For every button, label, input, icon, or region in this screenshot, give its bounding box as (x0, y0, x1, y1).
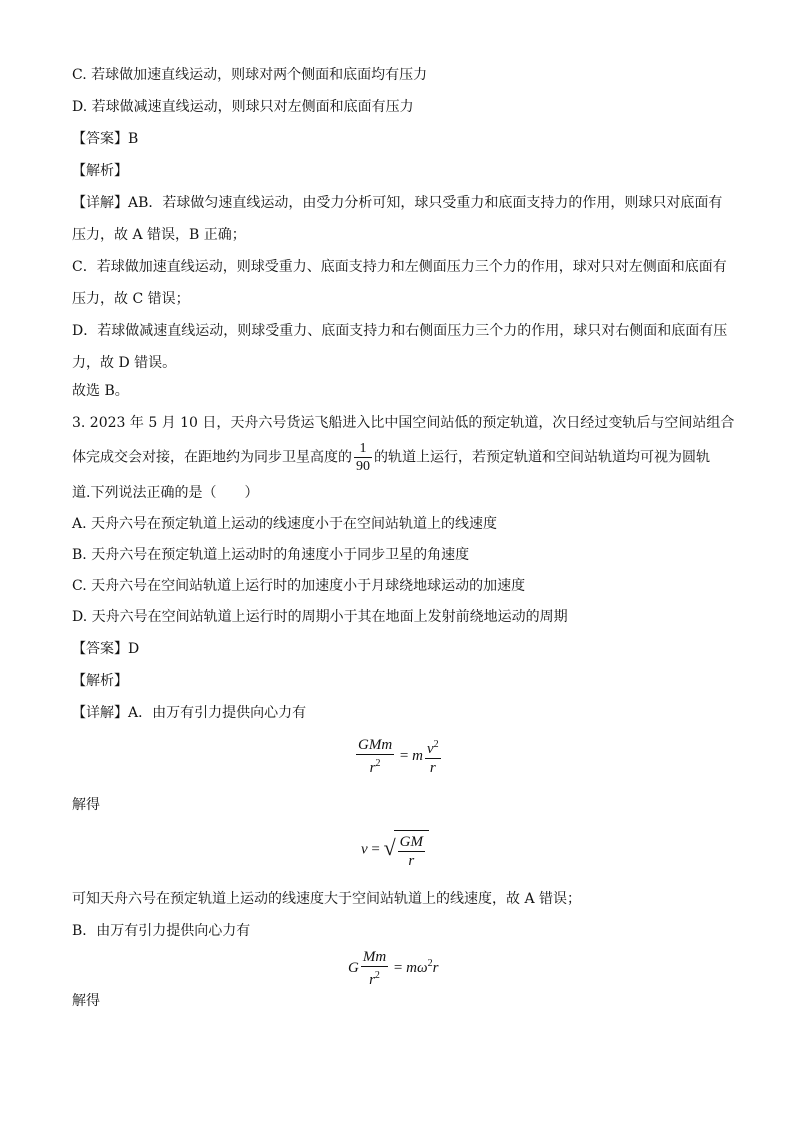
fraction-one-ninetieth: $\frac{1}{90}$ (356, 441, 370, 474)
conclusion-text: 故选 B。 (72, 383, 129, 399)
question-3-stem: 体完成交会对接，在距地约为同步卫星高度的 $\frac{1}{90}$ 的轨道上运行，若预定轨道和空间站轨道均可视为圆轨 (72, 441, 710, 474)
option-b: B. 天舟六号在预定轨道上运动时的角速度小于同步卫星的角速度 (72, 547, 470, 563)
detail-paragraph: 可知天舟六号在预定轨道上运动的线速度大于空间站轨道上的线速度，故 A 错误； (72, 891, 582, 907)
detail-paragraph: D．若球做减速直线运动，则球受重力、底面支持力和右侧面压力三个力的作用，球只对右侧面和底面有压 (72, 323, 728, 339)
solution-label: 解得 (72, 797, 100, 813)
detail-paragraph: B．由万有引力提供向心力有 (72, 923, 251, 939)
detail-paragraph: 【详解】A．由万有引力提供向心力有 (72, 705, 307, 721)
analysis-label: 【解析】 (72, 163, 128, 179)
detail-paragraph: C．若球做加速直线运动，则球受重力、底面支持力和左侧面压力三个力的作用，球对只对左侧面和底面有 (72, 259, 727, 275)
option-d-text: D. 若球做减速直线运动，则球只对左侧面和底面有压力 (72, 99, 414, 115)
solution-label: 解得 (72, 993, 100, 1009)
equation-gravity-centripetal-velocity: $\frac{\text{GMm}}{r^2}$ = m $\frac{v^2}{r}$ (358, 737, 439, 776)
answer-label: 【答案】B (72, 131, 139, 147)
detail-paragraph: 【详解】AB．若球做匀速直线运动，由受力分析可知，球只受重力和底面支持力的作用，则球只对底面有 (72, 195, 723, 211)
analysis-label: 【解析】 (72, 673, 128, 689)
question-3-stem: 道.下列说法正确的是（ ） (72, 485, 259, 501)
detail-paragraph: 力，故 D 错误。 (72, 355, 177, 371)
option-c-text: C. 若球做加速直线运动，则球对两个侧面和底面均有压力 (72, 67, 428, 83)
answer-label: 【答案】D (72, 641, 140, 657)
question-3-stem: 3. 2023 年 5 月 10 日，天舟六号货运飞船进入比中国空间站低的预定轨道，次日经过变轨后与空间站组合 (72, 415, 735, 431)
option-c: C. 天舟六号在空间站轨道上运行时的加速度小于月球绕地球运动的加速度 (72, 578, 526, 594)
option-d: D. 天舟六号在空间站轨道上运行时的周期小于其在地面上发射前绕地运动的周期 (72, 609, 568, 625)
option-a: A. 天舟六号在预定轨道上运动的线速度小于在空间站轨道上的线速度 (72, 516, 498, 532)
equation-orbital-velocity: v = √ $\frac{GM}{r}$ (361, 830, 429, 870)
detail-paragraph: 压力，故 C 错误； (72, 291, 190, 307)
detail-paragraph: 压力，故 A 错误，B 正确； (72, 227, 246, 243)
equation-gravity-centripetal-angular: G $\frac{Mm}{r^2}$ = $m\omega^2r$ (348, 949, 439, 988)
